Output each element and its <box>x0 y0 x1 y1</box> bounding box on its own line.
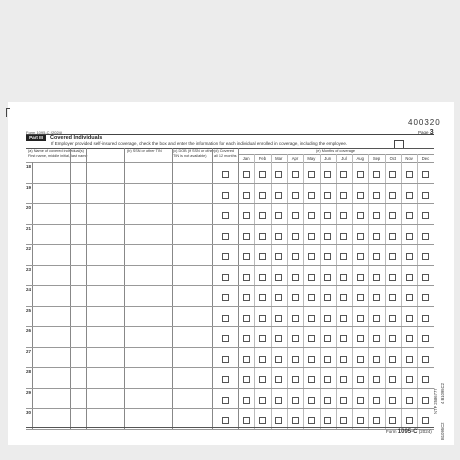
month-checkbox[interactable] <box>308 397 315 404</box>
month-header: Jun <box>324 156 332 161</box>
month-checkbox[interactable] <box>340 397 347 404</box>
month-checkbox[interactable] <box>406 212 413 219</box>
month-checkbox[interactable] <box>275 417 282 424</box>
month-checkbox[interactable] <box>340 171 347 178</box>
month-checkbox[interactable] <box>422 294 429 301</box>
covered-all-months-checkbox[interactable] <box>222 274 229 281</box>
month-checkbox[interactable] <box>243 212 250 219</box>
covered-all-months-checkbox[interactable] <box>222 356 229 363</box>
part-label: Part III <box>26 135 46 141</box>
month-checkbox[interactable] <box>275 233 282 240</box>
row-number: 29 <box>26 389 32 395</box>
footer-form-label: Form <box>386 429 397 434</box>
covered-all-months-checkbox[interactable] <box>222 212 229 219</box>
month-checkbox[interactable] <box>406 274 413 281</box>
month-checkbox[interactable] <box>324 417 331 424</box>
month-checkbox[interactable] <box>406 335 413 342</box>
month-checkbox[interactable] <box>259 212 266 219</box>
month-checkbox[interactable] <box>357 356 364 363</box>
table-row-rule <box>26 203 434 204</box>
month-checkbox[interactable] <box>389 356 396 363</box>
month-checkbox[interactable] <box>373 253 380 260</box>
month-checkbox[interactable] <box>243 274 250 281</box>
covered-all-months-checkbox[interactable] <box>222 294 229 301</box>
month-checkbox[interactable] <box>373 192 380 199</box>
month-header: Dec <box>421 156 430 161</box>
month-checkbox[interactable] <box>389 315 396 322</box>
month-checkbox[interactable] <box>259 192 266 199</box>
page-label: Page <box>418 130 429 135</box>
month-checkbox[interactable] <box>324 171 331 178</box>
row-number: 27 <box>26 348 32 354</box>
side-code-2: B1095C2 <box>440 422 445 440</box>
col-a-header-line1: (a) Name of covered individual(s) <box>28 149 84 153</box>
month-checkbox[interactable] <box>324 233 331 240</box>
month-header: Jan <box>242 156 250 161</box>
month-checkbox[interactable] <box>259 356 266 363</box>
row-number: 23 <box>26 266 32 272</box>
month-checkbox[interactable] <box>406 233 413 240</box>
month-checkbox[interactable] <box>357 376 364 383</box>
row-number: 21 <box>26 225 32 231</box>
month-checkbox[interactable] <box>357 397 364 404</box>
month-checkbox[interactable] <box>308 335 315 342</box>
table-row-rule <box>26 183 434 184</box>
header-form-year: Form 1095-C (2024) <box>26 130 63 135</box>
month-checkbox[interactable] <box>406 192 413 199</box>
month-checkbox[interactable] <box>308 315 315 322</box>
month-checkbox[interactable] <box>389 417 396 424</box>
month-checkbox[interactable] <box>243 376 250 383</box>
month-checkbox[interactable] <box>275 253 282 260</box>
table-row-rule <box>26 388 434 389</box>
month-checkbox[interactable] <box>340 335 347 342</box>
column-divider <box>70 148 71 429</box>
month-checkbox[interactable] <box>406 253 413 260</box>
footer-form-number: 1095-C <box>397 429 418 435</box>
month-checkbox[interactable] <box>292 212 299 219</box>
month-checkbox[interactable] <box>275 212 282 219</box>
month-checkbox[interactable] <box>406 417 413 424</box>
column-divider <box>172 148 173 429</box>
month-checkbox[interactable] <box>389 253 396 260</box>
month-checkbox[interactable] <box>373 356 380 363</box>
row-number: 30 <box>26 410 32 415</box>
covered-all-months-checkbox[interactable] <box>222 417 229 424</box>
month-header: Aug <box>356 156 364 161</box>
month-checkbox[interactable] <box>422 315 429 322</box>
page-number: 3 <box>429 129 434 136</box>
month-checkbox[interactable] <box>357 315 364 322</box>
month-checkbox[interactable] <box>308 356 315 363</box>
covered-all-months-checkbox[interactable] <box>222 192 229 199</box>
month-checkbox[interactable] <box>324 253 331 260</box>
month-checkbox[interactable] <box>389 274 396 281</box>
month-checkbox[interactable] <box>340 417 347 424</box>
month-checkbox[interactable] <box>243 356 250 363</box>
covered-all-months-checkbox[interactable] <box>222 253 229 260</box>
month-checkbox[interactable] <box>422 212 429 219</box>
month-checkbox[interactable] <box>275 356 282 363</box>
month-checkbox[interactable] <box>324 376 331 383</box>
month-header: Feb <box>258 156 267 161</box>
col-a-header <box>28 149 88 158</box>
month-checkbox[interactable] <box>389 335 396 342</box>
month-checkbox[interactable] <box>259 171 266 178</box>
month-checkbox[interactable] <box>422 417 429 424</box>
covered-all-months-checkbox[interactable] <box>222 397 229 404</box>
month-checkbox[interactable] <box>275 274 282 281</box>
month-checkbox[interactable] <box>422 356 429 363</box>
month-checkbox[interactable] <box>243 192 250 199</box>
column-divider <box>238 148 239 429</box>
month-checkbox[interactable] <box>243 233 250 240</box>
month-checkbox[interactable] <box>340 212 347 219</box>
table-row-rule <box>26 306 434 307</box>
row-number: 18 <box>26 164 32 169</box>
month-checkbox[interactable] <box>357 294 364 301</box>
month-header: Jul <box>341 156 347 161</box>
month-checkbox[interactable] <box>422 335 429 342</box>
month-checkbox[interactable] <box>340 192 347 199</box>
column-divider <box>32 162 33 429</box>
col-d-header <box>214 149 237 158</box>
month-header: Apr <box>291 156 299 161</box>
month-checkbox[interactable] <box>308 171 315 178</box>
month-checkbox[interactable] <box>422 192 429 199</box>
month-header: Mar <box>275 156 283 161</box>
month-checkbox[interactable] <box>292 376 299 383</box>
month-checkbox[interactable] <box>259 417 266 424</box>
month-checkbox[interactable] <box>308 376 315 383</box>
month-checkbox[interactable] <box>324 274 331 281</box>
col-b-header: (b) SSN or other TIN <box>127 149 162 153</box>
month-checkbox[interactable] <box>308 192 315 199</box>
month-checkbox[interactable] <box>259 274 266 281</box>
row-number: 25 <box>26 307 32 313</box>
month-checkbox[interactable] <box>357 335 364 342</box>
row-number: 19 <box>26 184 32 190</box>
month-checkbox[interactable] <box>422 171 429 178</box>
month-checkbox[interactable] <box>357 274 364 281</box>
table-row-rule <box>26 244 434 245</box>
crop-mark <box>6 108 10 117</box>
month-checkbox[interactable] <box>422 274 429 281</box>
col-a-header-line2: First name, middle initial, last name <box>28 153 88 158</box>
table-row-rule <box>26 429 434 430</box>
month-header: Sep <box>372 156 381 161</box>
month-checkbox[interactable] <box>292 253 299 260</box>
month-checkbox[interactable] <box>406 356 413 363</box>
month-checkbox[interactable] <box>292 397 299 404</box>
month-checkbox[interactable] <box>292 315 299 322</box>
month-checkbox[interactable] <box>292 335 299 342</box>
month-checkbox[interactable] <box>308 274 315 281</box>
part-title: Covered Individuals <box>50 135 103 141</box>
month-checkbox[interactable] <box>275 335 282 342</box>
month-header: Oct <box>389 156 397 161</box>
month-checkbox[interactable] <box>243 397 250 404</box>
month-checkbox[interactable] <box>389 171 396 178</box>
month-checkbox[interactable] <box>259 294 266 301</box>
month-checkbox[interactable] <box>373 294 380 301</box>
month-checkbox[interactable] <box>357 417 364 424</box>
month-checkbox[interactable] <box>389 397 396 404</box>
column-divider <box>124 148 125 429</box>
month-checkbox[interactable] <box>357 253 364 260</box>
month-checkbox[interactable] <box>308 253 315 260</box>
month-checkbox[interactable] <box>324 335 331 342</box>
table-row-rule <box>26 408 434 409</box>
month-checkbox[interactable] <box>259 376 266 383</box>
covered-all-months-checkbox[interactable] <box>222 315 229 322</box>
table-row-rule <box>26 326 434 327</box>
month-checkbox[interactable] <box>259 315 266 322</box>
month-checkbox[interactable] <box>340 376 347 383</box>
month-checkbox[interactable] <box>275 294 282 301</box>
month-checkbox[interactable] <box>308 294 315 301</box>
col-d-header-line2: all 12 months <box>214 153 237 158</box>
table-row-rule <box>26 367 434 368</box>
month-checkbox[interactable] <box>259 233 266 240</box>
month-checkbox[interactable] <box>406 397 413 404</box>
footer-form-year: (2024) <box>418 429 432 434</box>
month-checkbox[interactable] <box>324 315 331 322</box>
month-checkbox[interactable] <box>389 294 396 301</box>
month-checkbox[interactable] <box>243 294 250 301</box>
month-checkbox[interactable] <box>373 212 380 219</box>
month-checkbox[interactable] <box>389 192 396 199</box>
covered-all-months-checkbox[interactable] <box>222 233 229 240</box>
col-e-header: (e) Months of coverage <box>316 149 356 153</box>
footer-rule <box>26 427 434 428</box>
month-checkbox[interactable] <box>406 171 413 178</box>
month-checkbox[interactable] <box>275 376 282 383</box>
month-checkbox[interactable] <box>324 294 331 301</box>
month-checkbox[interactable] <box>373 274 380 281</box>
month-checkbox[interactable] <box>243 417 250 424</box>
month-checkbox[interactable] <box>292 356 299 363</box>
month-checkbox[interactable] <box>292 233 299 240</box>
month-checkbox[interactable] <box>389 376 396 383</box>
col-c-header-line2: TIN is not available) <box>173 153 207 158</box>
month-checkbox[interactable] <box>389 233 396 240</box>
column-divider <box>212 148 213 429</box>
month-checkbox[interactable] <box>308 417 315 424</box>
footer-form-id <box>386 429 432 435</box>
month-checkbox[interactable] <box>275 192 282 199</box>
month-checkbox[interactable] <box>340 356 347 363</box>
header-bottom-rule <box>26 162 434 163</box>
month-checkbox[interactable] <box>275 397 282 404</box>
month-checkbox[interactable] <box>259 335 266 342</box>
month-checkbox[interactable] <box>373 417 380 424</box>
month-checkbox[interactable] <box>340 315 347 322</box>
month-checkbox[interactable] <box>357 171 364 178</box>
month-checkbox[interactable] <box>275 171 282 178</box>
month-checkbox[interactable] <box>292 294 299 301</box>
table-row-rule <box>26 224 434 225</box>
month-checkbox[interactable] <box>373 397 380 404</box>
form-code: 400320 <box>408 118 441 127</box>
month-checkbox[interactable] <box>357 192 364 199</box>
month-checkbox[interactable] <box>324 192 331 199</box>
month-checkbox[interactable] <box>422 376 429 383</box>
table-row-rule <box>26 347 434 348</box>
month-checkbox[interactable] <box>259 397 266 404</box>
month-header: May <box>307 156 316 161</box>
month-checkbox[interactable] <box>373 171 380 178</box>
month-checkbox[interactable] <box>373 233 380 240</box>
month-checkbox[interactable] <box>292 192 299 199</box>
table-row-rule <box>26 285 434 286</box>
month-header: Nov <box>405 156 413 161</box>
covered-all-months-checkbox[interactable] <box>222 376 229 383</box>
month-checkbox[interactable] <box>340 294 347 301</box>
row-number: 28 <box>26 369 32 374</box>
month-checkbox[interactable] <box>324 397 331 404</box>
covered-all-months-checkbox[interactable] <box>222 171 229 178</box>
month-checkbox[interactable] <box>340 253 347 260</box>
month-checkbox[interactable] <box>243 253 250 260</box>
month-checkbox[interactable] <box>308 233 315 240</box>
month-checkbox[interactable] <box>422 397 429 404</box>
side-code-1: 4 B1095C2 <box>440 383 445 404</box>
covered-individuals-table <box>26 148 434 428</box>
col-c-header <box>173 149 214 158</box>
row-number: 24 <box>26 287 32 292</box>
table-row-rule <box>26 265 434 266</box>
column-divider <box>86 148 87 429</box>
month-checkbox[interactable] <box>243 335 250 342</box>
month-checkbox[interactable] <box>357 212 364 219</box>
month-checkbox[interactable] <box>308 212 315 219</box>
month-checkbox[interactable] <box>292 171 299 178</box>
month-checkbox[interactable] <box>389 212 396 219</box>
col-d-header-line1: (d) Covered <box>214 149 235 153</box>
month-checkbox[interactable] <box>373 315 380 322</box>
row-number: 26 <box>26 328 32 333</box>
side-code-3: NTF 2586777 <box>433 388 438 414</box>
month-checkbox[interactable] <box>243 315 250 322</box>
month-checkbox[interactable] <box>292 274 299 281</box>
part-instruction: If Employer provided self-insured coverage, check the box and enter the information for each individual enrolled in coverage, including the employee. <box>51 141 348 146</box>
row-number: 20 <box>26 205 32 210</box>
month-checkbox[interactable] <box>275 315 282 322</box>
month-checkbox[interactable] <box>259 253 266 260</box>
month-checkbox[interactable] <box>406 376 413 383</box>
month-checkbox[interactable] <box>292 417 299 424</box>
month-checkbox[interactable] <box>422 253 429 260</box>
month-checkbox[interactable] <box>373 376 380 383</box>
month-checkbox[interactable] <box>357 233 364 240</box>
month-checkbox[interactable] <box>324 356 331 363</box>
covered-all-months-checkbox[interactable] <box>222 335 229 342</box>
month-checkbox[interactable] <box>243 171 250 178</box>
month-checkbox[interactable] <box>373 335 380 342</box>
month-checkbox[interactable] <box>406 294 413 301</box>
month-checkbox[interactable] <box>422 233 429 240</box>
month-checkbox[interactable] <box>340 274 347 281</box>
month-checkbox[interactable] <box>406 315 413 322</box>
col-c-header-line1: (c) DOB (if SSN or other <box>173 149 214 153</box>
month-checkbox[interactable] <box>340 233 347 240</box>
row-number: 22 <box>26 246 32 251</box>
month-checkbox[interactable] <box>324 212 331 219</box>
